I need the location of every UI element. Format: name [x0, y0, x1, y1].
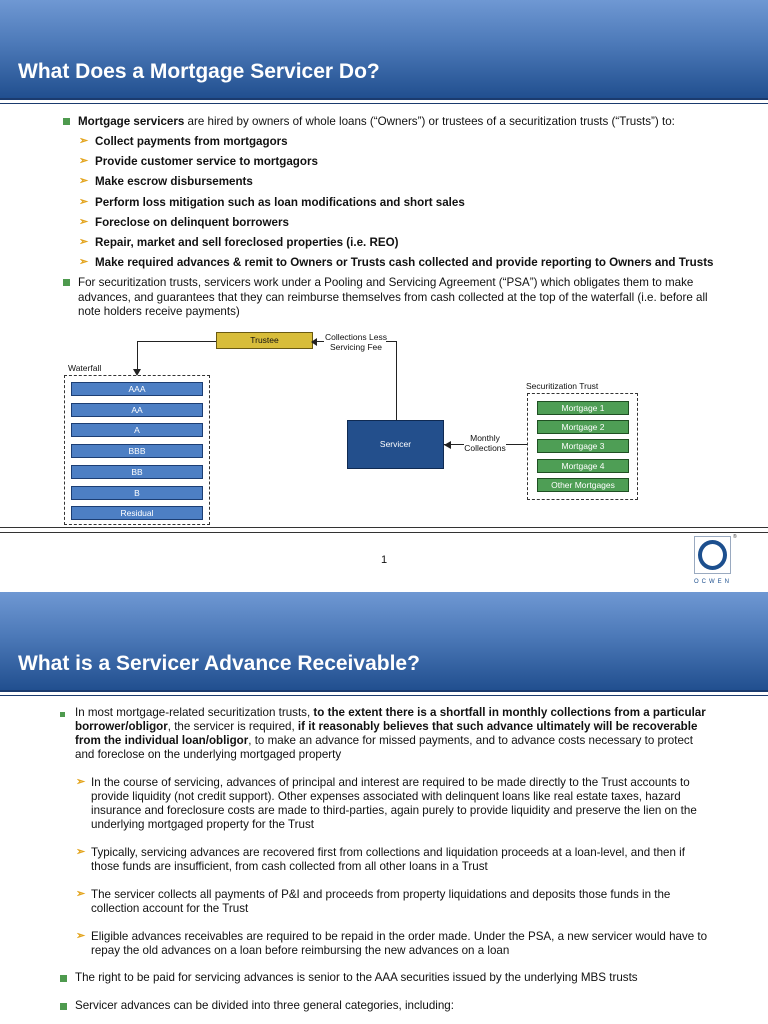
collections-less-label	[322, 332, 390, 352]
senior-right-paragraph: The right to be paid for servicing advances is senior to the AAA securities issued by the underlying MBS trusts	[75, 971, 638, 984]
connector-line	[396, 341, 397, 421]
intro-rest: are hired by owners of whole loans (“Owners”) or trustees of a securitization trusts (“Trusts”) to:	[184, 115, 675, 128]
arrow-bullet-icon: ➢	[79, 236, 89, 248]
text-segment: from the individual loan/obligor	[75, 734, 249, 747]
duty-item: Foreclose on delinquent borrowers	[95, 215, 289, 229]
advance-sub-bullet	[91, 776, 697, 832]
arrow-bullet-icon: ➢	[79, 195, 89, 208]
paragraph-line	[75, 706, 706, 720]
mortgage-box: Mortgage 2	[537, 420, 629, 434]
logo-ring-icon	[698, 540, 727, 570]
arrow-bullet-icon: ➢	[79, 256, 89, 269]
header-underline	[0, 695, 768, 696]
advance-sub-bullet	[91, 846, 685, 874]
connector-line	[137, 341, 216, 342]
sub-bullet-line: repay the old advances on a loan before reimbursing the new advances on a loan	[91, 944, 510, 957]
duty-item: Collect payments from mortgagors	[95, 135, 288, 148]
collections-less-line1: Collections Less	[325, 332, 387, 342]
arrow-left-icon	[444, 441, 451, 449]
green-bullet-icon	[60, 1003, 67, 1010]
mortgage-box: Other Mortgages	[537, 478, 629, 492]
categories-paragraph: Servicer advances can be divided into three general categories, including:	[75, 999, 454, 1012]
advance-sub-bullet	[91, 888, 670, 916]
arrow-bullet-icon: ➢	[76, 846, 86, 858]
slide-2-title: What is a Servicer Advance Receivable?	[18, 652, 420, 675]
monthly-line1: Monthly	[470, 433, 500, 443]
ocwen-logo	[690, 536, 736, 588]
slide-1-header	[0, 0, 768, 100]
text-segment: , the servicer is required,	[167, 720, 298, 733]
sub-bullet-line: Eligible advances receivables are required to be repaid in the order made. Under the PSA, a new servicer would have to	[91, 930, 708, 943]
header-underline	[0, 103, 768, 104]
mortgage-box: Mortgage 1	[537, 401, 629, 415]
arrow-bullet-icon: ➢	[79, 215, 89, 228]
advance-sub-bullet	[91, 930, 707, 958]
sub-bullet-line: provide liquidity (not credit support). Other expenses associated with delinquent loans like real estate taxes, hazard	[91, 790, 681, 803]
green-bullet-icon	[60, 712, 65, 717]
text-segment: to the extent there is a shortfall in monthly collections from a particular	[313, 706, 706, 719]
duty-item: Repair, market and sell foreclosed properties (i.e. REO)	[95, 236, 399, 249]
green-bullet-icon	[60, 975, 67, 982]
tranche-box: AAA	[71, 382, 203, 396]
page-number: 1	[381, 554, 388, 566]
intro-bullet	[78, 115, 675, 128]
slide-2	[0, 592, 768, 1024]
text-segment: and foreclose on the underlying mortgaged property	[75, 748, 342, 761]
text-segment: borrower/obligor	[75, 720, 168, 733]
mortgage-box: Mortgage 3	[537, 439, 629, 453]
text-segment: In most mortgage-related securitization trusts,	[75, 706, 314, 719]
arrow-bullet-icon: ➢	[79, 135, 89, 147]
shortfall-paragraph	[75, 706, 706, 762]
sub-bullet-line: underlying mortgaged property for the Trust	[91, 818, 314, 831]
tranche-box: B	[71, 486, 203, 500]
arrow-left-icon	[311, 338, 317, 346]
duty-item: Provide customer service to mortgagors	[95, 155, 318, 169]
slide-1-title: What Does a Mortgage Servicer Do?	[18, 60, 380, 83]
tranche-box: Residual	[71, 506, 203, 520]
text-segment: , to make an advance for missed payments, and to advance costs necessary to protect	[248, 734, 693, 747]
collections-less-line2: Servicing Fee	[330, 342, 382, 352]
duty-item: Perform loss mitigation such as loan modifications and short sales	[95, 195, 465, 209]
trustee-box: Trustee	[216, 332, 313, 349]
paragraph-line	[75, 734, 706, 748]
arrow-bullet-icon: ➢	[76, 888, 86, 900]
mortgage-box: Mortgage 4	[537, 459, 629, 473]
sub-bullet-line: The servicer collects all payments of P&I and proceeds from property liquidations and deposits those funds in the	[91, 888, 671, 901]
psa-line: note holders receive payments)	[78, 305, 240, 318]
sub-bullet-line: collection account for the Trust	[91, 902, 249, 915]
logo-registered: ®	[733, 534, 737, 540]
green-bullet-icon	[63, 118, 70, 125]
monthly-collections-label	[462, 434, 508, 453]
logo-frame	[694, 536, 731, 574]
sub-bullet-line: Typically, servicing advances are recovered first from collections and liquidation proceeds at a loan-level, and then if	[91, 846, 685, 859]
duty-item: Make escrow disbursements	[95, 175, 253, 189]
monthly-line2: Collections	[464, 442, 506, 453]
servicer-box: Servicer	[347, 420, 444, 469]
arrow-bullet-icon: ➢	[76, 776, 86, 788]
sub-bullet-line: In the course of servicing, advances of principal and interest are required to be made directly to the Trust accounts to	[91, 776, 690, 789]
psa-line: advances, and guarantees that they can reimburse themselves from cash collected at the top of the waterfall (i.e. before all	[78, 290, 708, 304]
sub-bullet-line: insurance and foreclosure costs are made to third-parties, again purely to provide liquidity and preserve the lien on the	[91, 804, 697, 817]
arrow-bullet-icon: ➢	[79, 155, 89, 168]
paragraph-line	[75, 748, 706, 762]
footer-line	[0, 532, 768, 533]
securitization-trust-label: Securitization Trust	[526, 381, 599, 391]
tranche-box: AA	[71, 403, 203, 417]
psa-line: For securitization trusts, servicers work under a Pooling and Servicing Agreement (“PSA”) which obligates them to make	[78, 276, 694, 289]
slide-2-header	[0, 592, 768, 692]
tranche-box: BBB	[71, 444, 203, 458]
intro-bold: Mortgage servicers	[78, 115, 185, 128]
footer-line	[0, 527, 768, 528]
tranche-box: A	[71, 423, 203, 437]
logo-text: OCWEN	[694, 579, 732, 585]
text-segment: if it reasonably believes that such advance ultimately will be recoverable	[297, 720, 698, 733]
tranche-box: BB	[71, 465, 203, 479]
waterfall-label: Waterfall	[68, 363, 102, 373]
arrow-bullet-icon: ➢	[76, 930, 86, 942]
green-bullet-icon	[63, 279, 70, 286]
psa-bullet	[78, 276, 708, 320]
paragraph-line	[75, 720, 706, 734]
connector-line	[506, 444, 527, 445]
duty-item: Make required advances & remit to Owners or Trusts cash collected and provide reporting to Owners and Trusts	[95, 256, 714, 270]
sub-bullet-line: those funds are insufficient, from cash collected from all other loans in a Trust	[91, 860, 488, 873]
arrow-bullet-icon: ➢	[79, 175, 89, 188]
